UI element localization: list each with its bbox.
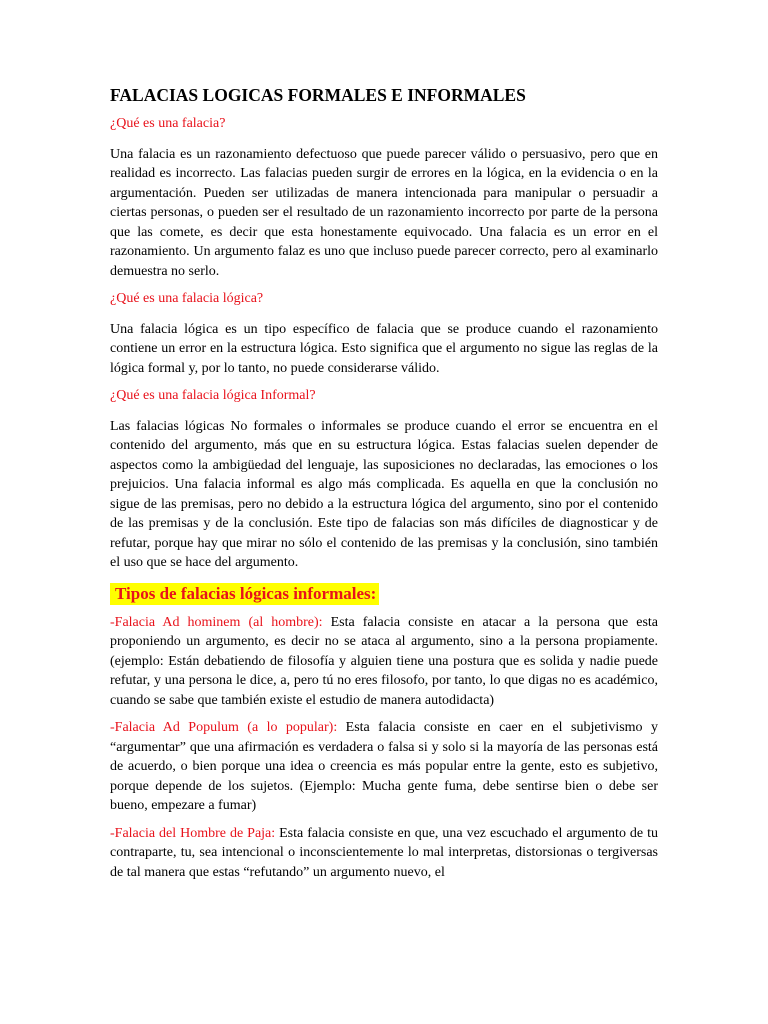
fallacy-description: Esta falacia consiste en atacar a la persona que esta proponiendo un argumento, es decir no se ataca al argumento, sino a la persona propiamente. (ejemplo: Están debatiendo de filosofía y alguien tiene una postura que es solida y nadie puede refutar, y una persona le dice, a, pero tú no eres filosofo, por tanto, lo que digas no es académico, cuando se sabe que también existe el estudio de manera autodidacta) — [110, 614, 658, 708]
document-title: FALACIAS LOGICAS FORMALES E INFORMALES — [110, 85, 526, 105]
fallacy-label: -Falacia del Hombre de Paja: — [110, 825, 276, 841]
paragraph-informal-fallacy-definition: Las falacias lógicas No formales o informales se produce cuando el error se encuentra en el contenido del argumento, más que en su estructura lógica. Estas falacias suelen depender de aspectos como la ambigüedad del lenguaje, las suposiciones no declaradas, las emociones o los prejuicios. Una falacia informal es algo más complicada. Es aquella en que la conclusión no sigue de las premisas, pero no debido a la estructura lógica del argumento, sino por el contenido de las premisas y de la conclusión. Este tipo de falacias son más difíciles de diagnosticar y de refutar, porque hay que mirar no sólo el contenido de las premisas y la conclusión, sino también el uso que se hace del argumento. — [110, 418, 658, 570]
fallacy-ad-hominem — [110, 613, 658, 711]
question-what-is-fallacy: ¿Qué es una falacia? — [110, 116, 226, 131]
question-what-is-informal-fallacy: ¿Qué es una falacia lógica Informal? — [110, 388, 316, 403]
question-what-is-logical-fallacy: ¿Qué es una falacia lógica? — [110, 291, 264, 306]
fallacy-description: Esta falacia consiste en caer en el subjetivismo y “argumentar” que una afirmación es verdadera o falsa si y solo si la mayoría de las personas está de acuerdo, o bien porque una idea o creencia es más popular entre la gente, esto es subjetivo, porque depende de los sujetos. (Ejemplo: Mucha gente fuma, debe sentirse bien o debe ser bueno, empezare a fumar) — [110, 720, 658, 813]
paragraph-fallacy-definition: Una falacia es un razonamiento defectuoso que puede parecer válido o persuasivo, pero que en realidad es incorrecto. Las falacias pueden surgir de errores en la lógica, en la evidencia o en la argumentación. Pueden ser utilizadas de manera intencionada para manipular o persuadir a ciertas personas, o pueden ser el resultado de un razonamiento incorrecto por parte de la persona que las comete, es decir que esta honestamente equivocado. Una falacia es un error en el razonamiento. Un argumento falaz es uno que incluso puede parecer correcto, pero al examinarlo demuestra no serlo. — [110, 146, 658, 279]
section-heading-wrapper — [110, 581, 658, 613]
paragraph-logical-fallacy-definition: Una falacia lógica es un tipo específico de falacia que se produce cuando el razonamiento contiene un error en la estructura lógica. Esto significa que el argumento no sigue las reglas de la lógica formal y, por lo tanto, no puede considerarse válido. — [110, 321, 658, 376]
fallacy-label: -Falacia Ad Populum (a lo popular): — [110, 720, 338, 735]
document-page — [110, 84, 658, 890]
fallacy-ad-populum — [110, 718, 658, 816]
fallacy-straw-man — [110, 824, 658, 883]
fallacy-description: Esta falacia consiste en que, una vez escuchado el argumento de tu contraparte, tu, sea intencional o inconscientemente lo mal interpretas, distorsionas o tergiversas de tal manera que estas “refutando” un argumento nuevo, el — [110, 825, 658, 880]
fallacy-label: -Falacia Ad hominem (al hombre): — [110, 614, 323, 630]
section-heading-informal-types: Tipos de falacias lógicas informales: — [110, 583, 379, 605]
